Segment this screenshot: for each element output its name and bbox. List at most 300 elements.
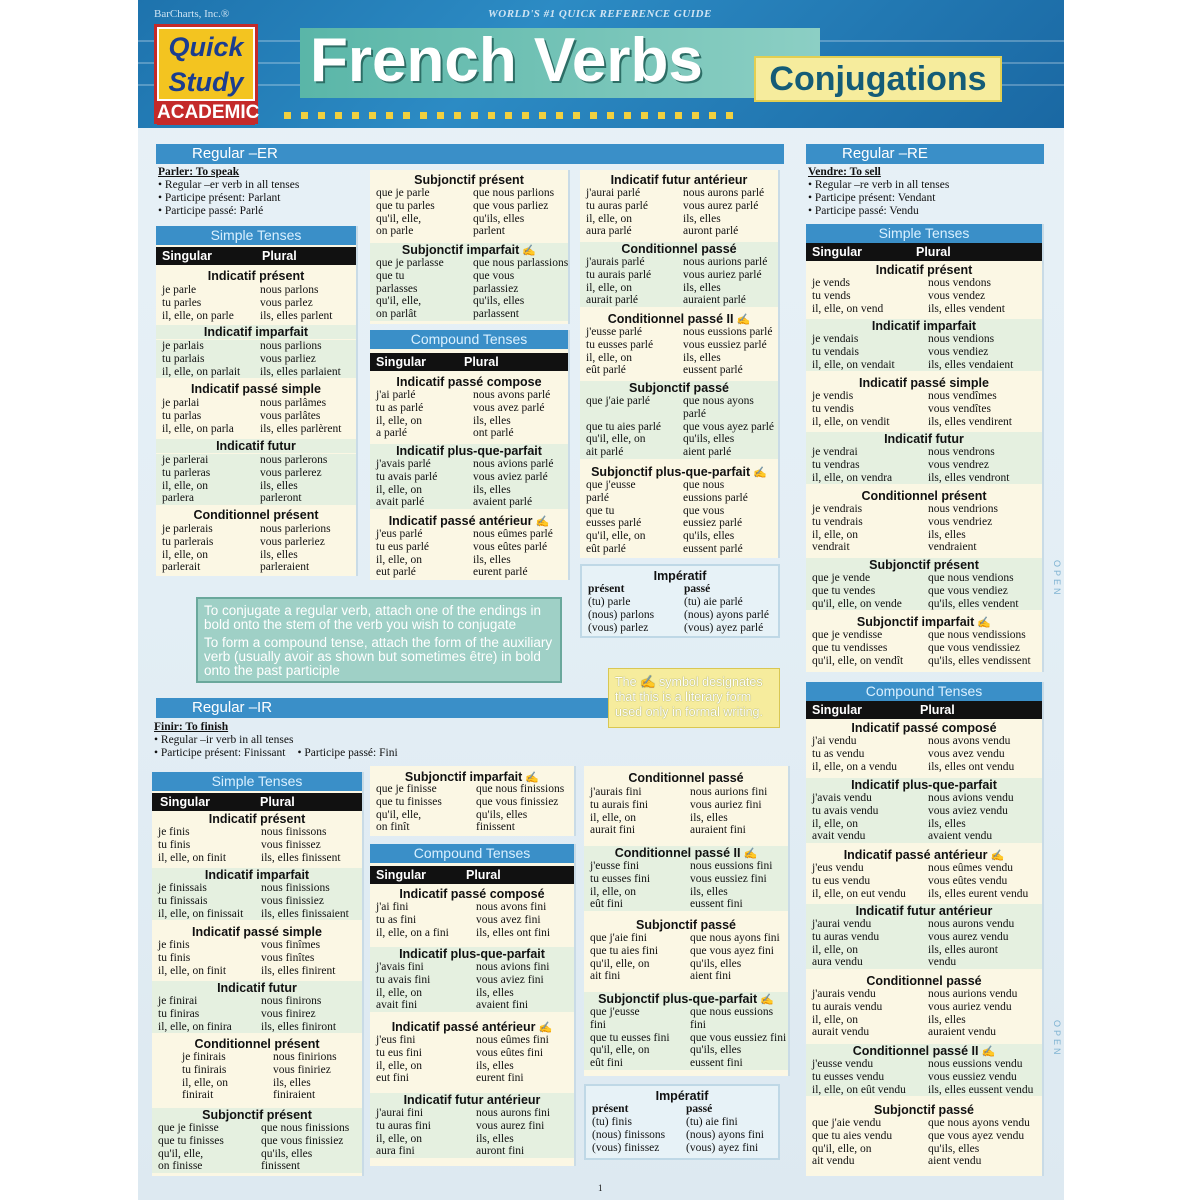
singular-form: j'eus vendu — [812, 862, 864, 874]
plural-label: Plural — [920, 703, 955, 717]
passe-label: passé — [684, 583, 711, 595]
publisher: BarCharts, Inc.® — [154, 8, 230, 20]
singular-form: il, elle, on — [586, 281, 632, 294]
plural-label: Plural — [916, 245, 951, 259]
conjugation-row — [370, 295, 568, 308]
singular-form: j'aurai parlé — [586, 187, 641, 199]
conjugation-row — [806, 818, 1042, 831]
conjugation-row — [370, 927, 574, 940]
plural-form: (nous) ayons parlé — [684, 608, 769, 621]
tense-rows — [584, 860, 788, 911]
tense-rows — [806, 862, 1042, 900]
singular-form: il, elle, on — [812, 817, 858, 830]
conjugation-row — [176, 1064, 362, 1077]
plural-form: nous aurons vendu — [928, 918, 1015, 930]
conjugation-row — [582, 622, 778, 635]
conjugation-row — [806, 1117, 1042, 1130]
singular-form: a parlé — [376, 427, 407, 440]
plural-form: ils, elles — [260, 548, 298, 561]
singular-form: tu aurais fini — [590, 798, 649, 811]
plural-form: que nous vendissions — [928, 629, 1026, 641]
er-bullet-3: • Participe passé: Parlé — [158, 205, 264, 217]
conjugation-row — [580, 364, 778, 377]
tense-title: Subjonctif imparfait ✍ — [806, 615, 1042, 630]
plural-form: ils, elles finiront — [261, 1020, 337, 1033]
tense-rows — [806, 1117, 1042, 1168]
plural-form: nous avions vendu — [928, 792, 1014, 804]
singular-form: il, elle, on — [376, 483, 422, 496]
conjugation-row — [580, 530, 778, 543]
imperatif-heads — [586, 1103, 778, 1116]
tense-rows — [584, 932, 788, 983]
tense-rows — [806, 572, 1042, 610]
singular-form: qu'il, elle, — [376, 295, 422, 308]
note-line-2: To form a compound tense, attach the form of the auxiliary verb (usually avoir as shown but sometimes être) in bold onto the past participle — [204, 635, 553, 678]
plural-form: eurent fini — [476, 1072, 524, 1085]
conjugation-row — [580, 395, 778, 408]
plural-form: nous vendons — [928, 277, 991, 289]
conjugation-row — [806, 1071, 1042, 1084]
ir-verb: Finir: To finish — [154, 721, 229, 733]
re-simple-head: Simple Tenses — [806, 224, 1042, 243]
plural-form: que nous parlions — [473, 187, 555, 199]
plural-form: ils, elles — [473, 414, 511, 427]
singular-form: tu parlas — [162, 409, 202, 422]
conjugation-row — [370, 961, 574, 974]
er-verb: Parler: To speak — [158, 166, 240, 178]
plural-form: ils, elles parlent — [260, 309, 333, 322]
plural-form: ils, elles — [260, 479, 298, 492]
plural-form: vous auriez fini — [690, 798, 762, 811]
singular-form: je parlai — [162, 397, 200, 409]
conjugation-row — [370, 783, 574, 796]
plural-form: qu'ils, elles vendent — [928, 597, 1019, 610]
singular-form: tu auras vendu — [812, 930, 880, 943]
conjugation-row — [580, 421, 778, 434]
singular-label: Singular — [376, 868, 427, 882]
singular-form: tu vendis — [812, 402, 854, 415]
plural-form: ils, elles — [928, 1013, 966, 1026]
conjugation-row — [582, 596, 778, 609]
singular-form: qu'il, elle, on vendît — [812, 654, 904, 667]
tense-title: Subjonctif plus-que-parfait ✍ — [580, 465, 778, 480]
singular-form: qu'il, elle, on vende — [812, 597, 902, 610]
plural-form: que vous finissiez — [476, 795, 559, 808]
logo-word-1: Quick — [159, 29, 253, 65]
plural-form: que vous finissiez — [261, 1134, 344, 1147]
singular-form: tu vends — [812, 289, 851, 302]
conjugation-row — [370, 796, 574, 809]
conjugation-row — [156, 492, 356, 505]
conjugation-row — [580, 256, 778, 269]
plural-form: vous finîtes — [261, 951, 315, 964]
ir-bullet-3: • Participe passé: Fini — [297, 747, 398, 759]
plural-form: fini — [690, 1018, 706, 1031]
plural-form: finissent — [261, 1160, 300, 1173]
conjugation-row — [584, 932, 788, 945]
plural-form: nous parlerons — [260, 454, 328, 466]
tense-rows — [580, 326, 778, 377]
plural-form: que vous ayez parlé — [683, 420, 775, 433]
plural-form: qu'ils, elles — [476, 808, 528, 821]
conjugation-row — [806, 333, 1042, 346]
singular-label: Singular — [812, 703, 863, 717]
conjugation-row — [152, 995, 362, 1008]
conjugation-row — [806, 598, 1042, 611]
er-bullet-1: • Regular –er verb in all tenses — [158, 179, 300, 191]
singular-form: (nous) finissons — [592, 1128, 666, 1141]
plural-form: parlassiez — [473, 282, 519, 295]
ir-compound-column — [370, 844, 576, 1166]
conjugation-row — [586, 1129, 778, 1142]
tense-rows — [806, 792, 1042, 843]
plural-form: que vous eussiez fini — [690, 1031, 787, 1044]
singular-form: j'aurai fini — [376, 1107, 424, 1119]
singular-form: il, elle, on finit — [158, 851, 227, 864]
conjugation-row — [370, 484, 568, 497]
plural-form: ils, elles — [928, 528, 966, 541]
plural-form: ont parlé — [473, 427, 514, 440]
singular-form: (tu) parle — [588, 596, 631, 608]
plural-form: vous eûtes vendu — [928, 874, 1008, 887]
plural-form: nous avions parlé — [473, 458, 554, 470]
plural-form: eussent fini — [690, 898, 743, 911]
plural-form: vous parlez — [260, 296, 313, 309]
singular-form: que j'aie vendu — [812, 1117, 882, 1129]
conjugation-row — [584, 1044, 788, 1057]
singular-form: tu eusses parlé — [586, 338, 654, 351]
singular-form: ait vendu — [812, 1155, 855, 1168]
plural-form: ils, elles — [473, 483, 511, 496]
singular-form: je vends — [812, 277, 851, 289]
singular-form: tu vendras — [812, 458, 860, 471]
plural-form: parleraient — [260, 561, 310, 574]
conjugation-row — [156, 523, 356, 536]
singular-form: qu'il, elle, on — [590, 957, 650, 970]
tense-rows — [806, 918, 1042, 969]
conjugation-row — [806, 1001, 1042, 1014]
ir-intro — [154, 721, 594, 760]
singular-form: j'ai parlé — [376, 389, 416, 401]
singular-form: vendrait — [812, 541, 850, 554]
singular-form: tu finis — [158, 951, 191, 964]
plural-form: vous finissez — [261, 838, 321, 851]
plural-form: avaient parlé — [473, 496, 533, 509]
conjugation-row — [156, 536, 356, 549]
plural-form: ils, elles ont fini — [476, 926, 551, 939]
plural-form: vous parlerez — [260, 466, 322, 479]
singular-form: tu avais fini — [376, 973, 431, 986]
plural-form: auraient parlé — [683, 294, 746, 307]
plural-form: ils, elles — [473, 553, 511, 566]
re-bullet-1: • Regular –re verb in all tenses — [808, 179, 950, 191]
plural-form: parleront — [260, 492, 302, 505]
conjugation-row — [152, 895, 362, 908]
conjugation-row — [806, 290, 1042, 303]
singular-form: tu auras parlé — [586, 199, 648, 212]
conjugation-row — [370, 458, 568, 471]
tense-title: Indicatif futur — [156, 439, 356, 453]
conjugation-row — [580, 408, 778, 421]
tense-title: Indicatif présent — [208, 812, 306, 826]
conjugation-row — [580, 200, 778, 213]
tense-title: Subjonctif passé — [635, 918, 737, 932]
singular-form: tu eusses vendu — [812, 1070, 885, 1083]
singular-form: aurait fini — [590, 824, 636, 837]
singular-form: que tu aies fini — [590, 944, 659, 957]
plural-form: qu'ils, elles — [473, 295, 525, 308]
plural-form: eussiez parlé — [683, 517, 743, 530]
singular-form: tu vendais — [812, 345, 859, 358]
conjugation-row — [806, 655, 1042, 668]
singular-form: tu finiras — [158, 1007, 200, 1020]
singular-form: eût fini — [590, 1057, 623, 1070]
plural-form: auront fini — [476, 1145, 525, 1158]
conjugation-row — [580, 269, 778, 282]
plural-form: vous avez fini — [476, 913, 541, 926]
singular-form: qu'il, elle, — [158, 1147, 204, 1160]
plural-form: eussent parlé — [683, 542, 743, 555]
conjugation-row — [152, 1122, 362, 1135]
singular-form: que j'aie parlé — [586, 395, 651, 407]
plural-form: nous vendrons — [928, 446, 995, 458]
singular-form: il, elle, on vendra — [812, 471, 893, 484]
conjugation-row — [806, 1014, 1042, 1027]
conjugation-row — [806, 792, 1042, 805]
singular-form: parlera — [162, 492, 194, 505]
quickstudy-logo — [154, 24, 258, 124]
plural-form: vous auriez parlé — [683, 268, 762, 281]
plural-form: vous parleriez — [260, 535, 325, 548]
page-number: 1 — [598, 1183, 603, 1193]
plural-form: vendu — [928, 956, 957, 969]
singular-form: je parlais — [162, 340, 204, 352]
singular-form: que je parlasse — [376, 257, 444, 269]
singular-form: eût parlé — [586, 364, 626, 377]
conjugation-row — [806, 572, 1042, 585]
tense-rows — [370, 1034, 574, 1085]
conjugation-row — [152, 1021, 362, 1034]
singular-form: eut fini — [376, 1072, 409, 1085]
section-head-re: Regular –RE — [806, 144, 1044, 164]
conjugation-row — [370, 821, 574, 834]
singular-form: il, elle, on — [586, 212, 632, 225]
ir-subj-imp-column — [370, 766, 576, 836]
conjugation-row — [370, 1133, 574, 1146]
tense-rows — [370, 187, 568, 238]
note-line-1: To conjugate a regular verb, attach one of the endings in bold onto the stem of the verb you wish to conjugate — [204, 603, 541, 632]
conjugation-row — [584, 873, 788, 886]
singular-form — [580, 408, 679, 421]
re-intro — [808, 166, 1044, 218]
plural-form: nous eûmes parlé — [473, 528, 553, 540]
singular-form: que tu — [586, 504, 615, 517]
conjugation-row — [584, 799, 788, 812]
plural-form: que vous ayez fini — [690, 944, 774, 957]
conjugation-row — [370, 389, 568, 402]
tense-title: Subjonctif imparfait ✍ — [370, 243, 568, 258]
tense-title: Indicatif imparfait — [152, 868, 362, 882]
singular-form: que j'eusse — [590, 1006, 640, 1018]
tense-rows — [152, 995, 362, 1033]
conjugation-row — [806, 403, 1042, 416]
tense-title: Indicatif futur antérieur — [806, 904, 1042, 918]
singular-form: tu finirais — [182, 1063, 227, 1076]
plural-form: aient fini — [690, 970, 732, 983]
singular-form: je vendis — [812, 390, 854, 402]
plural-form: vous eûtes parlé — [473, 540, 548, 553]
tense-title: Indicatif futur antérieur — [610, 173, 748, 187]
conjugation-row — [806, 735, 1042, 748]
conjugation-row — [370, 1107, 574, 1120]
singular-form: que je vende — [812, 572, 871, 584]
tense-title: Indicatif présent — [875, 263, 973, 277]
plural-form: vous finissiez — [261, 894, 324, 907]
plural-form: vous aurez parlé — [683, 199, 759, 212]
plural-form: finiraient — [273, 1089, 316, 1102]
singular-form: je vendais — [812, 333, 859, 345]
tense-rows — [156, 284, 356, 322]
singular-form: tu as parlé — [376, 401, 424, 414]
re-bullet-3: • Participe passé: Vendu — [808, 205, 919, 217]
conjugation-row — [580, 352, 778, 365]
plural-form: ils, elles parlaient — [260, 365, 341, 378]
tense-title: Indicatif plus-que-parfait — [370, 444, 568, 458]
singular-form: (nous) parlons — [588, 608, 655, 621]
plural-form: nous aurions vendu — [928, 988, 1018, 1000]
conjugation-row — [806, 472, 1042, 485]
singular-form: parlerait — [162, 561, 201, 574]
singular-form: il, elle, on — [812, 528, 858, 541]
tense-rows — [156, 340, 356, 378]
tense-title: Indicatif passé composé — [851, 721, 997, 735]
singular-form: il, elle, on vend — [812, 302, 884, 315]
tense-title: Subjonctif présent — [414, 173, 524, 187]
singular-form: je parle — [162, 284, 197, 296]
conjugation-row — [806, 931, 1042, 944]
singular-form: que j'aie fini — [590, 932, 647, 944]
plural-form: ils, elles — [476, 1059, 514, 1072]
open-tab-label: OPEN — [1052, 560, 1062, 598]
conjugation-row — [370, 554, 568, 567]
tense-rows — [806, 503, 1042, 554]
singular-form: aurait vendu — [812, 1026, 870, 1039]
singular-form: j'eus fini — [376, 1034, 416, 1046]
plural-form: nous finirions — [273, 1051, 337, 1063]
singular-form: j'eus parlé — [376, 528, 423, 540]
singular-form: tu avais parlé — [376, 470, 438, 483]
conjugation-row — [806, 359, 1042, 372]
singular-form: ait parlé — [586, 446, 624, 459]
singular-form: tu aurais parlé — [586, 268, 652, 281]
conjugation-row — [806, 529, 1042, 542]
plural-form: nous parlerions — [260, 523, 331, 535]
tense-rows — [806, 629, 1042, 667]
plural-form: vous eûtes fini — [476, 1046, 544, 1059]
tense-title: Indicatif passé simple — [191, 382, 321, 396]
tense-title: Subjonctif présent — [152, 1108, 362, 1122]
conjugation-row — [152, 882, 362, 895]
conjugation-row — [370, 1072, 574, 1085]
singular-form: j'avais parlé — [376, 458, 431, 470]
singular-form: il, elle, on — [162, 479, 208, 492]
header-banner — [138, 0, 1064, 128]
logo-word-2: Study — [159, 65, 253, 99]
singular-form: qu'il, elle, — [376, 808, 422, 821]
conjugation-row — [152, 965, 362, 978]
plural-form: ils, elles — [476, 1132, 514, 1145]
tense-rows — [580, 479, 778, 556]
tense-rows — [584, 786, 788, 837]
plural-form: auraient fini — [690, 824, 746, 837]
singular-form: il, elle, on — [812, 943, 858, 956]
plural-form: auraient vendu — [928, 1026, 997, 1039]
singular-form: tu eus vendu — [812, 874, 871, 887]
imperatif-heads — [582, 583, 778, 596]
re-verb: Vendre: To sell — [808, 166, 881, 178]
tense-title: Indicatif passé compose — [396, 375, 542, 389]
conjugation-row — [176, 1077, 362, 1090]
page-title: French Verbs — [310, 26, 703, 95]
plural-form: que vous vendissiez — [928, 641, 1020, 654]
conjugation-row — [586, 1116, 778, 1129]
re-col-header — [806, 243, 1042, 261]
page-subtitle: Conjugations — [754, 56, 1002, 102]
conjugation-row — [806, 988, 1042, 1001]
singular-form: qu'il, elle, on — [586, 433, 646, 446]
singular-form: je finirai — [158, 995, 198, 1007]
conjugation-row — [156, 353, 356, 366]
conjugation-row — [156, 297, 356, 310]
conjugation-row — [806, 918, 1042, 931]
singular-form: que tu vendisses — [812, 641, 888, 654]
conjugation-row — [370, 308, 568, 321]
plural-form: qu'ils, elles — [928, 1142, 980, 1155]
conjugation-row — [806, 516, 1042, 529]
singular-form: parlasses — [376, 282, 418, 295]
plural-form: vous avez vendu — [928, 747, 1005, 760]
plural-form: parlent — [473, 225, 505, 238]
conjugation-row — [806, 748, 1042, 761]
singular-form: parlé — [586, 491, 609, 504]
conjugation-row — [152, 1160, 362, 1173]
plural-form: qu'ils, elles — [690, 1044, 742, 1057]
plural-form: (tu) aie fini — [686, 1116, 738, 1128]
plural-form: nous parlâmes — [260, 397, 327, 409]
plural-form: ils, elles finissent — [261, 851, 341, 864]
tense-rows — [370, 389, 568, 440]
conjugation-row — [152, 839, 362, 852]
plural-form: avaient fini — [476, 999, 529, 1012]
singular-form: il, elle, on eut vendu — [812, 887, 906, 900]
singular-form: on finisse — [158, 1160, 203, 1173]
conjugation-row — [156, 366, 356, 379]
conjugation-row — [152, 852, 362, 865]
plural-form: vous eussiez fini — [690, 872, 767, 885]
conjugation-row — [156, 467, 356, 480]
singular-form: je finis — [158, 826, 190, 838]
plural-form: vous avez parlé — [473, 401, 545, 414]
conjugation-row — [370, 496, 568, 509]
re-compound-column — [806, 682, 1044, 1176]
tense-title: Conditionnel passé II ✍ — [806, 1044, 1042, 1059]
tense-title: Indicatif futur — [806, 432, 1042, 446]
plural-form: eussions parlé — [683, 491, 748, 504]
conjugation-row — [370, 427, 568, 440]
tense-title: Indicatif passé antérieur ✍ — [806, 848, 1042, 863]
plural-form: vous vendez — [928, 289, 986, 302]
tense-title: Conditionnel passé — [866, 974, 982, 988]
